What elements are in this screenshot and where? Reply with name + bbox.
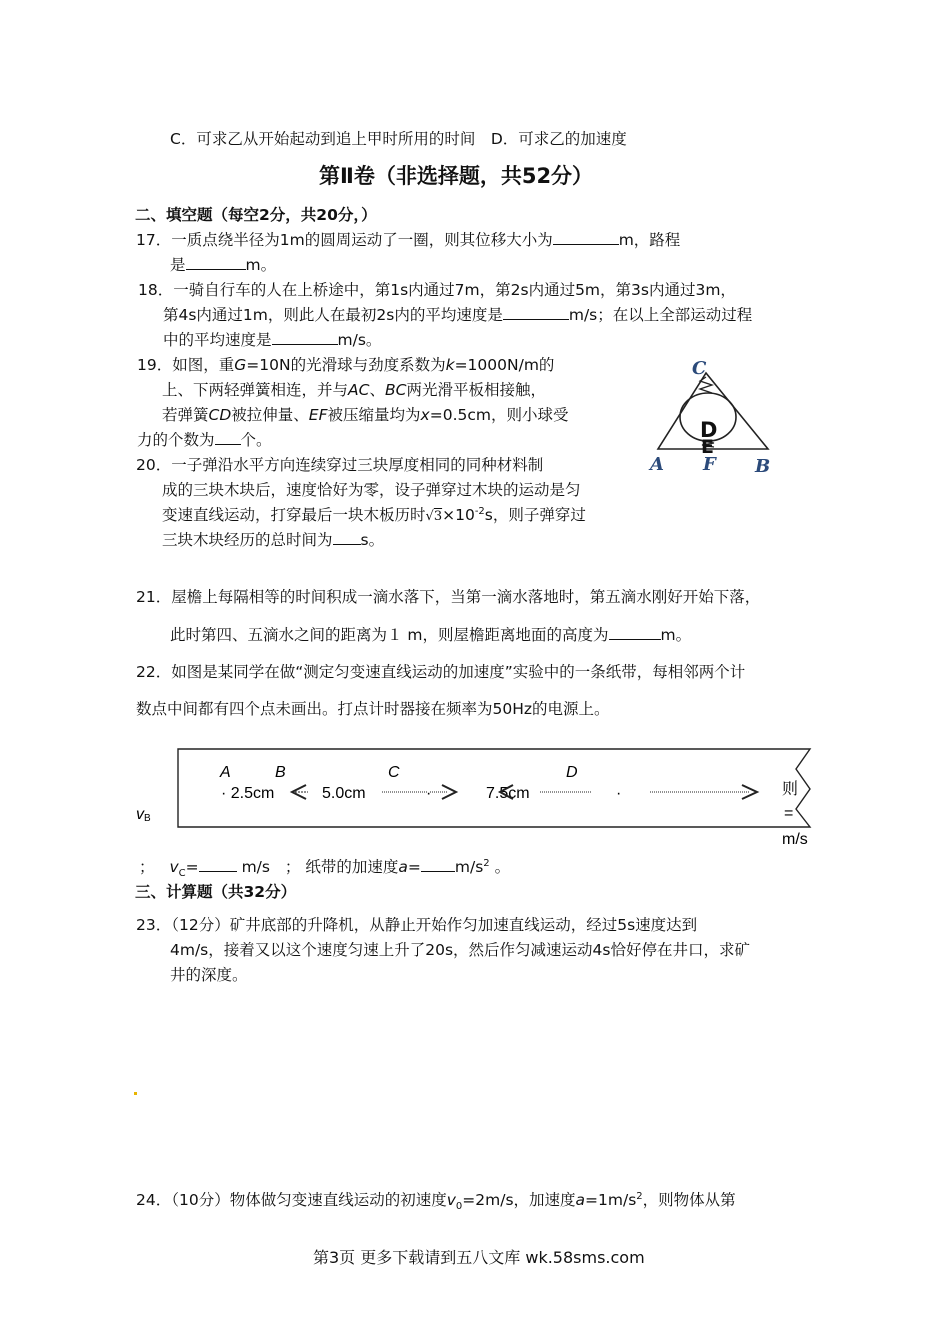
answer-blank[interactable]: [609, 625, 661, 640]
var-g: G: [234, 356, 247, 374]
var-a: a: [398, 858, 408, 876]
v-b-label: [136, 806, 151, 824]
text: =: [185, 858, 199, 876]
section-fill-in-title: 二、填空题（每空2分，共20分，）: [135, 206, 377, 224]
spring-ball-figure: [640, 355, 790, 480]
question-23-line-1: [136, 913, 697, 935]
question-23-line-3: 井的深度。: [170, 966, 248, 984]
question-19-line-1: [137, 353, 554, 375]
var-a: a: [575, 1191, 586, 1209]
text: =2m/s，加速度: [462, 1191, 576, 1209]
text: m/s。: [337, 331, 382, 349]
superscript: 2: [483, 857, 490, 869]
subscript-b: B: [144, 813, 151, 824]
question-20-line-1: [136, 453, 543, 475]
text: 、: [369, 381, 385, 399]
text: 被拉伸量、: [231, 406, 309, 424]
page-footer: 第3页 更多下载请到五八文库 wk.58sms.com: [313, 1248, 645, 1267]
text: m。: [660, 626, 692, 644]
text-ms: m/s: [782, 831, 808, 848]
text: s，则子弹穿过: [484, 506, 586, 524]
text: =0.5cm，则小球受: [429, 406, 569, 424]
text: ，则物体从第: [642, 1191, 736, 1209]
text: s。: [360, 531, 385, 549]
answer-blank[interactable]: [186, 255, 246, 270]
answer-blank[interactable]: [333, 530, 361, 545]
question-24-line-1: [136, 1188, 736, 1212]
text: 是: [170, 256, 186, 274]
question-17-line-1: [136, 228, 680, 250]
text: 第4s内通过1m，则此人在最初2s内的平均速度是: [163, 306, 503, 324]
question-number: 19．: [137, 356, 173, 374]
text-equals: =: [784, 805, 794, 822]
superscript: 2: [636, 1190, 643, 1202]
answer-blank[interactable]: [503, 305, 569, 320]
question-number: 18．: [138, 281, 174, 299]
text: 此时第四、五滴水之间的距离为１ m，则屋檐距离地面的高度为: [170, 626, 609, 644]
tape-torn-edge: [796, 749, 810, 827]
question-19-line-4: [137, 428, 272, 450]
answer-blank[interactable]: [199, 857, 237, 872]
label-b: B: [755, 456, 771, 477]
question-18-line-2: [163, 303, 752, 325]
question-23-line-2: 4m/s，接着又以这个速度匀速上升了20s，然后作匀减速运动4s恰好停在井口，求矿: [170, 941, 750, 959]
text: 一质点绕半径为1m的圆周运动了一圈，则其位移大小为: [171, 231, 553, 249]
text: 力的个数为: [137, 431, 215, 449]
stray-mark: [134, 1092, 137, 1095]
distance-bc: 5.0cm: [322, 785, 366, 802]
answer-blank[interactable]: [215, 430, 241, 445]
text: 一子弹沿水平方向连续穿过三块厚度相同的同种材料制: [171, 456, 544, 474]
question-number: 20．: [136, 456, 172, 474]
answer-blank[interactable]: [421, 857, 455, 872]
exponent: -2: [474, 505, 485, 517]
text: ；: [284, 858, 301, 876]
text: 两光滑平板相接触，: [406, 381, 546, 399]
text: ×10: [442, 506, 475, 524]
sqrt-radicand: 3: [433, 509, 443, 524]
vc-expr: [169, 858, 270, 880]
question-number: 17．: [136, 231, 172, 249]
question-number: 22．: [136, 663, 172, 681]
text: 如图，重: [172, 356, 235, 374]
label-e: E: [701, 436, 714, 458]
question-19-line-3: [162, 403, 568, 425]
label-c: C: [692, 358, 707, 379]
question-19-line-2: [162, 378, 546, 400]
label-a: A: [650, 454, 664, 475]
text: 如图是某同学在做“测定匀变速直线运动的加速度”实验中的一条纸带，每相邻两个计: [171, 663, 746, 681]
question-21-line-2: [170, 623, 691, 645]
answer-blank[interactable]: [553, 230, 619, 245]
text: 若弹簧: [162, 406, 209, 424]
point-b: B: [275, 764, 286, 781]
text: =1m/s: [585, 1191, 637, 1209]
part-title: 第Ⅱ卷（非选择题，共52分）: [319, 164, 594, 188]
point-c: C: [388, 764, 400, 781]
text-ze: 则: [782, 781, 799, 798]
text: （10分）物体做匀变速直线运动的初速度: [171, 1191, 447, 1209]
question-22-line-2: 数点中间都有四个点未画出。打点计时器接在频率为50Hz的电源上。: [136, 700, 610, 718]
text: 一骑自行车的人在上桥途中，第1s内通过7m，第2s内通过5m，第3s内通过3m，: [173, 281, 736, 299]
var-ef: EF: [308, 406, 328, 424]
option-cd-line: C．可求乙从开始起动到追上甲时所用的时间 D．可求乙的加速度: [170, 130, 627, 148]
var-k: k: [445, 356, 455, 374]
text: =: [407, 858, 421, 876]
tape-dot: ·: [616, 785, 622, 802]
label-d: D: [700, 418, 718, 442]
text: m。: [245, 256, 277, 274]
var-v: v: [169, 858, 179, 876]
text: 上、下两轻弹簧相连，并与: [162, 381, 349, 399]
text: 。: [494, 858, 511, 876]
question-20-line-4: [162, 528, 384, 550]
question-number: 23．: [136, 916, 172, 934]
text: ；: [139, 858, 155, 876]
text: =10N的光滑球与劲度系数为: [246, 356, 446, 374]
question-17-line-2: [170, 253, 276, 275]
label-f: F: [703, 454, 716, 475]
text: 被压缩量均为: [327, 406, 421, 424]
question-number: 24．: [136, 1191, 172, 1209]
point-d: D: [566, 764, 578, 781]
sqrt-three: √3: [425, 509, 443, 524]
answer-blank[interactable]: [272, 330, 338, 345]
text: =1000N/m的: [454, 356, 555, 374]
text: m/s；在以上全部运动过程: [568, 306, 753, 324]
var-ac: AC: [348, 381, 370, 399]
point-a: A: [220, 764, 231, 781]
section-calc-title: 三、计算题（共32分）: [135, 883, 297, 901]
question-20-line-3: [162, 503, 586, 525]
text: 中的平均速度是: [163, 331, 272, 349]
question-number: 21．: [136, 588, 172, 606]
text: m/s: [241, 858, 270, 876]
var-v: v: [446, 1191, 456, 1209]
text: m/s: [454, 858, 484, 876]
text: 变速直线运动，打穿最后一块木板历时: [162, 506, 426, 524]
var-cd: CD: [208, 406, 232, 424]
tape-dot: ·: [426, 785, 432, 802]
text: 三块木块经历的总时间为: [162, 531, 333, 549]
distance-cd: 7.5cm: [486, 785, 530, 802]
question-18-line-1: [138, 278, 736, 300]
question-22-answers: [139, 855, 510, 879]
text: 纸带的加速度: [305, 858, 399, 876]
question-20-line-2: 成的三块木块后，速度恰好为零，设子弹穿过木块的运动是匀: [162, 481, 581, 499]
var-x: x: [420, 406, 430, 424]
paper-tape-figure: [130, 745, 820, 855]
text: 个。: [240, 431, 272, 449]
var-v: v: [136, 806, 144, 823]
text: （12分）矿井底部的升降机，从静止开始作匀加速直线运动，经过5s速度达到: [171, 916, 698, 934]
subscript-0: 0: [455, 1201, 463, 1213]
question-18-line-3: [163, 328, 381, 350]
text: m，路程: [618, 231, 681, 249]
var-bc: BC: [384, 381, 407, 399]
subscript-c: C: [178, 868, 186, 880]
question-21-line-1: [136, 585, 760, 607]
question-22-line-1: [136, 660, 745, 682]
distance-ab: · 2.5cm: [221, 785, 275, 802]
text: 屋檐上每隔相等的时间积成一滴水落下，当第一滴水落地时，第五滴水刚好开始下落，: [171, 588, 761, 606]
